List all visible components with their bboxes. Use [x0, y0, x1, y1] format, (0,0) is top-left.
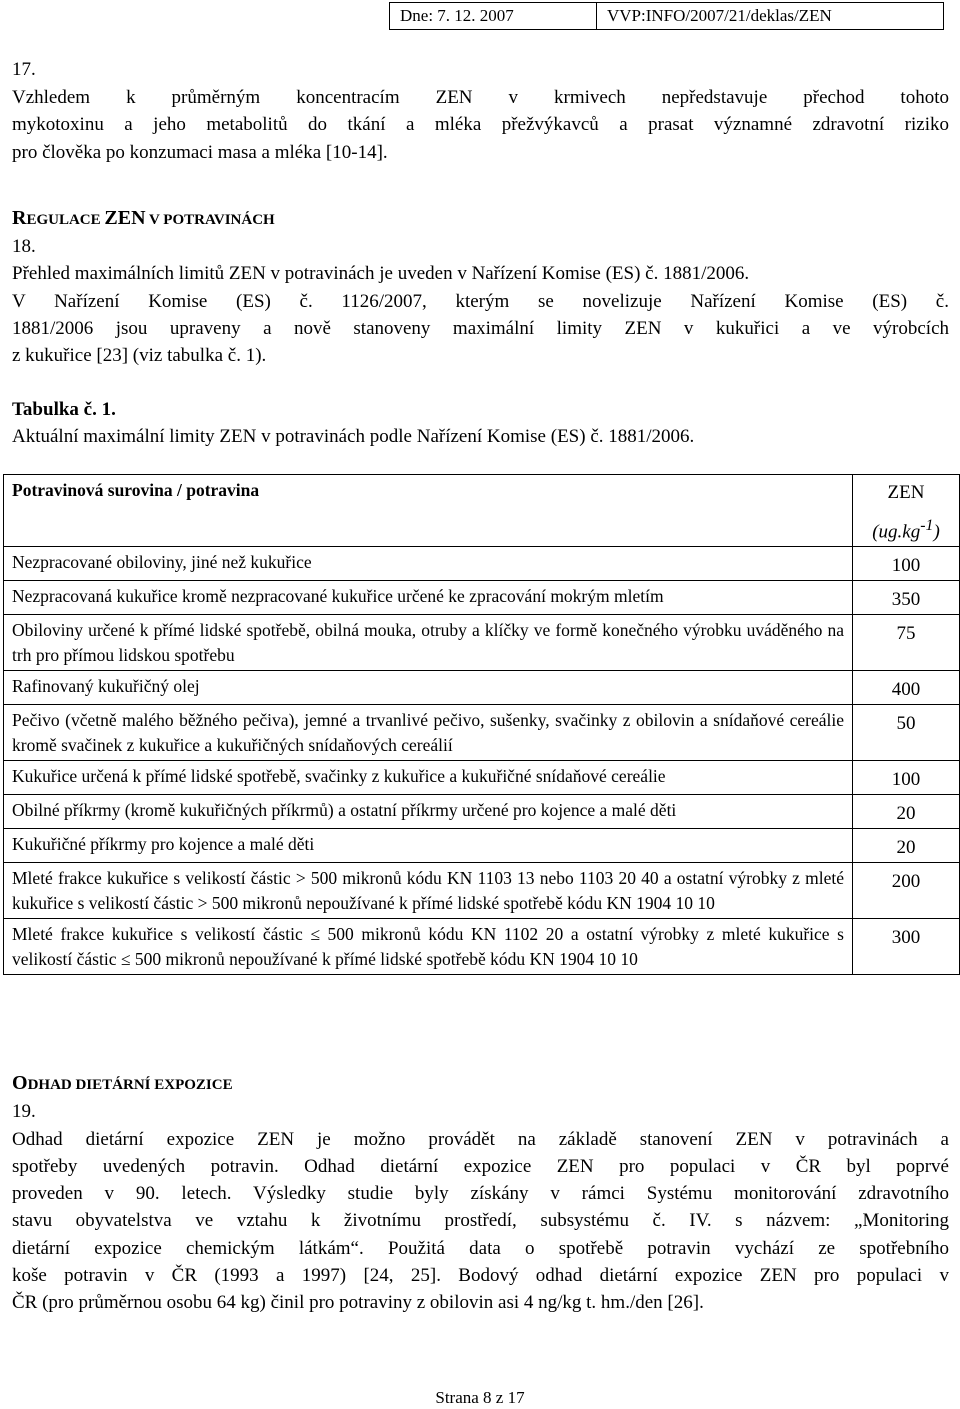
- food-cell: Mleté frakce kukuřice s velikostí částic ≤ 500 mikronů kódu KN 1102 20 a ostatní výrobky z mleté kukuřice s velikostí částic ≤ 500 mikronů nepoužívané k přímé lidské spotřebě kódu KN 1904 10 10: [4, 919, 853, 975]
- table-row: [4, 795, 960, 829]
- paragraph-19-line-5: dietární expozice chemickým látkám“. Použitá data o spotřebě potravin vychází ze spotřebního: [12, 1238, 949, 1259]
- table-row: [4, 581, 960, 615]
- zen-limits-table: [3, 474, 960, 975]
- column-header-zen-unit: [861, 513, 951, 544]
- paragraph-19-line-7: ČR (pro průměrnou osobu 64 kg) činil pro potraviny z obilovin asi 4 ng/kg t. hm./den [26].: [12, 1292, 704, 1313]
- table-label: Tabulka č. 1.: [12, 399, 116, 420]
- table-row: [4, 705, 960, 761]
- food-cell: Rafinovaný kukuřičný olej: [4, 671, 853, 705]
- unit-close: ): [933, 521, 940, 543]
- heading-part-1: EGULACE: [26, 212, 105, 228]
- paragraph-18-line-3: 1881/2006 jsou upraveny a nově stanoveny maximální limity ZEN v kukuřici a ve výrobcích: [12, 318, 949, 339]
- paragraph-number-17: 17.: [12, 59, 36, 80]
- food-cell: Obilné příkrmy (kromě kukuřičných příkrmů) a ostatní příkrmy určené pro kojence a malé děti: [4, 795, 853, 829]
- paragraph-18-line-1: Přehled maximálních limitů ZEN v potravinách je uveden v Nařízení Komise (ES) č. 1881/2006.: [12, 263, 750, 284]
- paragraph-19-line-2: spotřeby uvedených potravin. Odhad dietární expozice ZEN pro populaci v ČR byl poprvé: [12, 1156, 949, 1177]
- table-header-row: [4, 475, 960, 547]
- paragraph-17-line-1: Vzhledem k průměrným koncentracím ZEN v krmivech nepředstavuje přechod tohoto: [12, 87, 949, 108]
- header-date: Dne: 7. 12. 2007: [390, 3, 597, 29]
- table-row: [4, 829, 960, 863]
- food-cell: Nezpracovaná kukuřice kromě nezpracované kukuřice určené ke zpracování mokrým mletím: [4, 581, 853, 615]
- heading-zen: ZEN: [104, 207, 146, 229]
- zen-value-cell: 400: [853, 671, 960, 705]
- section-heading-regulace: [12, 205, 275, 234]
- paragraph-19-line-3: proveden v 90. letech. Výsledky studie byly získány v rámci Systému monitorování zdravotního: [12, 1183, 949, 1204]
- food-cell: Kukuřičné příkrmy pro kojence a malé děti: [4, 829, 853, 863]
- paragraph-18-line-2: V Nařízení Komise (ES) č. 1126/2007, kterým se novelizuje Nařízení Komise (ES) č.: [12, 291, 949, 312]
- table-row: [4, 919, 960, 975]
- header-reference: VVP:INFO/2007/21/deklas/ZEN: [607, 6, 832, 25]
- zen-value-cell: 350: [853, 581, 960, 615]
- column-header-food: Potravinová surovina / potravina: [4, 475, 853, 547]
- column-header-zen-label: ZEN: [887, 482, 925, 503]
- page-footer: Strana 8 z 17: [435, 1388, 525, 1407]
- paragraph-number-18: 18.: [12, 236, 36, 257]
- table-row: [4, 671, 960, 705]
- paragraph-18-line-4: z kukuřice [23] (viz tabulka č. 1).: [12, 345, 267, 366]
- zen-value-cell: 100: [853, 761, 960, 795]
- heading-initial: O: [12, 1072, 28, 1094]
- heading-part-2: V POTRAVINÁCH: [145, 212, 275, 228]
- food-cell: Pečivo (včetně malého běžného pečiva), jemné a trvanlivé pečivo, sušenky, svačinky z obilovin a snídaňové cereálie kromě svačinek z kukuřice a kukuřičných snídaňových cereálií: [4, 705, 853, 761]
- zen-value-cell: 300: [853, 919, 960, 975]
- food-cell: Mleté frakce kukuřice s velikostí částic > 500 mikronů kódu KN 1103 13 nebo 1103 20 40 a ostatní výrobky z mleté kukuřice s velikostí částic > 500 mikronů nepoužívané k přímé lidské spotřebě kódu KN 1904 10 10: [4, 863, 853, 919]
- unit-text: (ug.kg: [872, 521, 921, 543]
- food-cell: Nezpracované obiloviny, jiné než kukuřice: [4, 547, 853, 581]
- zen-value-cell: 200: [853, 863, 960, 919]
- zen-value-cell: 50: [853, 705, 960, 761]
- table-row: [4, 761, 960, 795]
- zen-value-cell: 20: [853, 795, 960, 829]
- paragraph-19-line-1: Odhad dietární expozice ZEN je možno provádět na základě stanovení ZEN v potravinách a: [12, 1129, 949, 1150]
- unit-exponent: -1: [920, 517, 934, 534]
- section-heading-odhad: [12, 1070, 233, 1099]
- table-row: [4, 547, 960, 581]
- paragraph-19-line-4: stavu obyvatelstva ve vztahu k životnímu prostředí, subsystému č. IV. s názvem: „Monitoring: [12, 1210, 949, 1231]
- paragraph-number-19: 19.: [12, 1101, 36, 1122]
- food-cell: Obiloviny určené k přímé lidské spotřebě, obilná mouka, otruby a klíčky ve formě konečného výrobku uváděného na trh pro přímou lidskou spotřebu: [4, 615, 853, 671]
- paragraph-17-line-2: mykotoxinu a jeho metabolitů do tkání a mléka přežvýkavců a prasat významné zdravotní riziko: [12, 114, 949, 135]
- table-row: [4, 615, 960, 671]
- food-cell: Kukuřice určená k přímé lidské spotřebě, svačinky z kukuřice a kukuřičné snídaňové cereálie: [4, 761, 853, 795]
- column-header-zen: [853, 475, 960, 547]
- paragraph-17-line-3: pro člověka po konzumaci masa a mléka [10-14].: [12, 142, 388, 163]
- heading-rest: DHAD DIETÁRNÍ EXPOZICE: [27, 1077, 233, 1093]
- paragraph-19-line-6: koše potravin v ČR (1993 a 1997) [24, 25]. Bodový odhad dietární expozice ZEN pro populaci v: [12, 1265, 949, 1286]
- table-row: [4, 863, 960, 919]
- zen-value-cell: 100: [853, 547, 960, 581]
- table-caption: Aktuální maximální limity ZEN v potravinách podle Nařízení Komise (ES) č. 1881/2006.: [12, 426, 695, 447]
- zen-value-cell: 75: [853, 615, 960, 671]
- document-header: [389, 2, 944, 30]
- heading-initial: R: [12, 207, 27, 229]
- zen-value-cell: 20: [853, 829, 960, 863]
